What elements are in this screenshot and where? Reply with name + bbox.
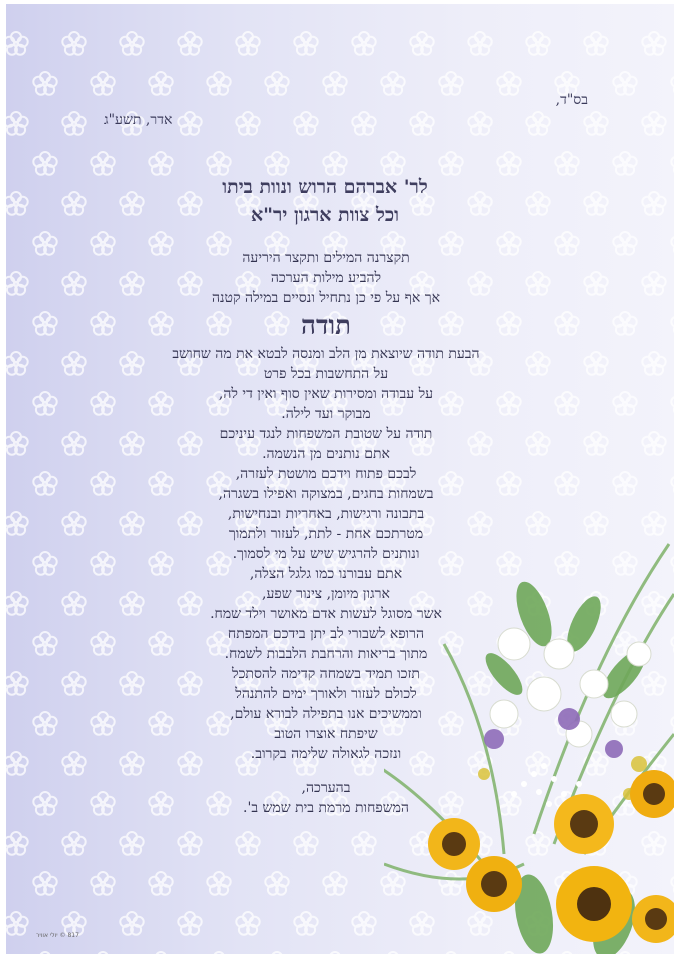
pattern-blossom — [6, 752, 28, 775]
printer-credit: 817 © יולי אוויר — [36, 932, 79, 939]
pattern-blossom — [352, 832, 375, 855]
pattern-blossom — [62, 32, 85, 55]
pattern-blossom — [642, 272, 665, 295]
pattern-blossom — [91, 872, 114, 895]
pattern-blossom — [62, 112, 85, 135]
body-line: לבכם פתוח וידכם מושטת לעזרה, — [235, 466, 417, 482]
body-line: שיפתח אוצרו הטוב — [274, 726, 378, 742]
pattern-blossom — [642, 32, 665, 55]
pattern-blossom — [33, 152, 56, 175]
pattern-blossom — [6, 272, 28, 295]
pattern-blossom — [33, 232, 56, 255]
body-line: אתם נותנים מן הנשמה. — [262, 446, 390, 462]
pattern-blossom — [6, 832, 28, 855]
body-line: בשמחות בחגים, במצוקה ואפילו בשגרה, — [218, 486, 434, 502]
pattern-blossom — [178, 912, 201, 935]
pattern-blossom — [149, 72, 172, 95]
pattern-blossom — [584, 192, 607, 215]
pattern-blossom — [178, 112, 201, 135]
hebrew-date: אדר, תשע"ג — [104, 112, 173, 128]
pattern-blossom — [33, 472, 56, 495]
pattern-blossom — [381, 152, 404, 175]
pattern-blossom — [526, 32, 549, 55]
besd-abbreviation: בס"ד, — [555, 92, 588, 108]
pattern-blossom — [323, 952, 346, 954]
pattern-blossom — [91, 952, 114, 954]
body-line: ונותנים להרגיש שיש על מי לסמוך. — [232, 546, 420, 562]
pattern-blossom — [584, 112, 607, 135]
pattern-blossom — [671, 472, 674, 495]
pattern-blossom — [6, 112, 28, 135]
pattern-blossom — [6, 912, 28, 935]
body-line: מבוקר ועד לילה. — [281, 406, 371, 422]
pattern-blossom — [671, 392, 674, 415]
pattern-blossom — [352, 912, 375, 935]
body-line: ונזכה לגאולה שלימה בקרוב. — [250, 746, 402, 762]
letter-sheet — [6, 4, 674, 954]
flower-bouquet-illustration — [384, 534, 674, 954]
pattern-blossom — [613, 392, 636, 415]
pattern-blossom — [613, 472, 636, 495]
pattern-blossom — [468, 32, 491, 55]
body-line: וממשיכים אנו בתפילה לבורא עולם, — [230, 706, 422, 722]
pattern-blossom — [62, 832, 85, 855]
pattern-blossom — [294, 112, 317, 135]
pattern-blossom — [323, 72, 346, 95]
pattern-blossom — [6, 672, 28, 695]
pattern-blossom — [33, 392, 56, 415]
pattern-blossom — [207, 152, 230, 175]
closing-signature: המשפחות מרמת בית שמש ב'. — [243, 800, 409, 816]
pattern-blossom — [323, 872, 346, 895]
body-line: הרופא לשבורי לב יתן בידכם המפתח — [227, 626, 425, 642]
pattern-blossom — [497, 152, 520, 175]
body-line: אתם עבורנו כמו גלגל הצלה, — [249, 566, 403, 582]
pattern-blossom — [671, 232, 674, 255]
body-line: על עבודה ומסירות שאין סוף ואין די לה, — [218, 386, 434, 402]
pattern-blossom — [207, 952, 230, 954]
pattern-blossom — [613, 232, 636, 255]
pattern-blossom — [120, 912, 143, 935]
pattern-blossom — [584, 32, 607, 55]
pattern-blossom — [265, 952, 288, 954]
pattern-blossom — [613, 312, 636, 335]
pattern-blossom — [323, 152, 346, 175]
pattern-blossom — [352, 112, 375, 135]
pattern-blossom — [120, 32, 143, 55]
pattern-blossom — [236, 912, 259, 935]
pattern-blossom — [381, 72, 404, 95]
pattern-blossom — [642, 512, 665, 535]
pattern-blossom — [265, 72, 288, 95]
pattern-blossom — [33, 552, 56, 575]
pattern-blossom — [410, 112, 433, 135]
pattern-blossom — [294, 832, 317, 855]
pattern-blossom — [178, 32, 201, 55]
pattern-blossom — [642, 112, 665, 135]
pattern-blossom — [62, 192, 85, 215]
pattern-blossom — [439, 72, 462, 95]
addressee-line-1: לר' אברהם הרוש ונוות ביתו — [222, 176, 428, 198]
pattern-blossom — [352, 32, 375, 55]
pattern-blossom — [642, 352, 665, 375]
pattern-blossom — [6, 192, 28, 215]
pattern-blossom — [265, 872, 288, 895]
pattern-blossom — [33, 712, 56, 735]
pattern-blossom — [178, 832, 201, 855]
body-line: הבעת תודה שיוצאת מן הלב ומנסה לבטא את מה שחושב — [172, 346, 480, 362]
body-line: מתוך בריאות והרחבת הלבבות לשמח. — [224, 646, 428, 662]
pattern-blossom — [236, 32, 259, 55]
pattern-blossom — [33, 952, 56, 954]
body-line: ארגון מיומן, צינור שפע, — [262, 586, 390, 602]
pattern-blossom — [207, 72, 230, 95]
body-line: תודה על שטובת המשפחות לנגד עיניכם — [219, 426, 433, 442]
pattern-blossom — [236, 832, 259, 855]
pattern-blossom — [33, 312, 56, 335]
pattern-blossom — [265, 152, 288, 175]
body-line: על התחשבות בכל פרט — [263, 366, 389, 382]
pattern-blossom — [642, 432, 665, 455]
pattern-blossom — [294, 32, 317, 55]
pattern-blossom — [6, 592, 28, 615]
intro-line: אך אף על פי כן נתחיל ונסיים במילה קטנה — [211, 290, 441, 306]
pattern-blossom — [149, 952, 172, 954]
body-line: בתבונה ורגישות, באחריות ובנחישות, — [227, 506, 425, 522]
pattern-blossom — [149, 152, 172, 175]
closing-regards: בהערכה, — [301, 780, 351, 796]
pattern-blossom — [207, 872, 230, 895]
pattern-blossom — [468, 112, 491, 135]
pattern-blossom — [236, 112, 259, 135]
body-line: לכולם לעזור ולאורך ימים להתנהל — [235, 686, 417, 702]
pattern-blossom — [410, 32, 433, 55]
intro-line: תקצרנה המילים ותקצר היריעה — [242, 250, 410, 266]
pattern-blossom — [555, 152, 578, 175]
pattern-blossom — [671, 152, 674, 175]
pattern-blossom — [6, 432, 28, 455]
pattern-blossom — [91, 152, 114, 175]
pattern-blossom — [439, 152, 462, 175]
pattern-blossom — [6, 352, 28, 375]
body-line: תזכו תמיד בשמחה קדימה להסתכל — [232, 666, 420, 682]
pattern-blossom — [33, 792, 56, 815]
body-line: מטרתכם אחת - לתת, לעזור ולתמוך — [228, 526, 424, 542]
pattern-blossom — [526, 112, 549, 135]
pattern-blossom — [6, 512, 28, 535]
pattern-blossom — [120, 832, 143, 855]
intro-line: להביע מילות הערכה — [270, 270, 382, 286]
pattern-blossom — [642, 192, 665, 215]
pattern-blossom — [33, 632, 56, 655]
pattern-blossom — [33, 72, 56, 95]
body-line: אשר מסוגל לעשות אדם מאושר וילד שמח. — [210, 606, 442, 622]
pattern-blossom — [613, 72, 636, 95]
pattern-blossom — [613, 152, 636, 175]
pattern-blossom — [497, 72, 520, 95]
pattern-blossom — [671, 312, 674, 335]
pattern-blossom — [33, 872, 56, 895]
pattern-blossom — [149, 872, 172, 895]
pattern-blossom — [6, 32, 28, 55]
addressee-line-2: וכל צוות ארגון יר"א — [250, 204, 400, 226]
pattern-blossom — [671, 72, 674, 95]
thanks-heading: תודה — [301, 311, 351, 341]
pattern-blossom — [294, 912, 317, 935]
pattern-blossom — [91, 72, 114, 95]
